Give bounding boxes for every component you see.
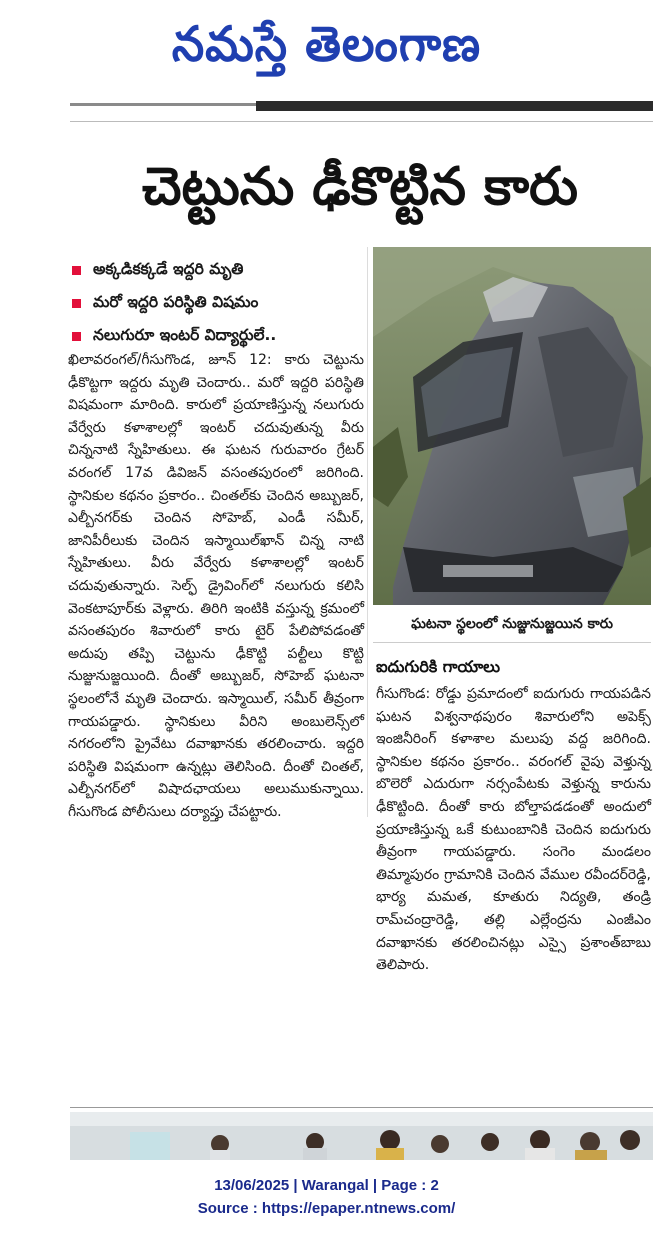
bullet-square-icon	[72, 299, 81, 308]
edition-info: 13/06/2025 | Warangal | Page : 2	[214, 1177, 439, 1194]
highlight-item	[72, 254, 364, 287]
bullet-square-icon	[72, 266, 81, 275]
section-divider	[70, 121, 653, 122]
highlight-text: అక్కడికక్కడే ఇద్దరి మృతి	[93, 259, 244, 278]
highlight-item	[72, 287, 364, 320]
sidebar-story-body	[376, 683, 651, 977]
bottom-divider	[70, 1107, 653, 1108]
highlight-text: నలుగురూ ఇంటర్ విద్యార్థులే..	[93, 325, 277, 344]
sidebar-story-headline: ఐదుగురికి గాయాలు	[376, 657, 501, 676]
article-highlights	[72, 254, 364, 353]
next-article-photo	[70, 1112, 653, 1160]
masthead	[0, 0, 653, 100]
source-link[interactable]: Source : https://epaper.ntnews.com/	[197, 1200, 456, 1217]
article-paragraph: ఖిలావరంగల్/గీసుగొండ, జూన్ 12: కారు చెట్టును ఢీకొట్టగా ఇద్దరు మృతి చెందారు.. మరో ఇద్దరి పరిస్థితి విషమంగా మారింది. కారులో ప్రయాణిస్తున్న నలుగురు వేర్వేరు కళాశాలల్లో ఇంటర్ చదువుతున్న వీరు చిన్ననాటి స్నేహితులు. ఈ ఘటన గురువారం గ్రేటర్ వరంగల్ 17వ డివిజన్ వసంతపురంలో జరిగింది. స్థానికుల కథనం ప్రకారం.. చింతల్‌కు చెందిన అబ్బుజర్, ఎల్బీనగర్‌కు చెందిన సోహెబ్, ఎండీ సమీర్, జానిపీరీలుకు చెందిన ఇస్మాయిల్‌ఖాన్ చిన్న నాటి స్నేహితులు. వీరు వేర్వేరు కళాశాలల్లో ఇంటర్ చదువుతున్నారు. సెల్ఫ్ డ్రైవింగ్‌లో నలుగురు కలిసి వెంకటాపూర్‌కు వెళ్లారు. తిరిగి ఇంటికి వస్తున్న క్రమంలో వసంతపురం శివారులో కారు టైర్ పేలిపోవడంతో అదుపు తప్పి చెట్టును ఢీకొట్టి పల్టీలు కొట్టి నుజ్జునుజ్జయింది. దీంతో అబ్బుజర్, సోహెబ్ ఘటనా స్థలంలోనే మృతి చెందారు. ఇస్మాయిల్, సమీర్ తీవ్రంగా గాయపడ్డారు. స్థానికులు వీరిని అంబులెన్స్‌లో నగరంలోని ప్రైవేటు దవాఖానకు తరలించారు. ఇద్దరి పరిస్థితి విషమంగా ఉన్నట్లు తెలిసింది. దీంతో చింతల్, ఎల్బీనగర్‌లో విషాదఛాయలు అలుముకున్నాయి. గీసుగొండ పోలీసులు దర్యాప్తు చేపట్టారు.	[68, 352, 364, 820]
article-body	[68, 349, 364, 823]
masthead-logo: నమస్తే తెలంగాణ	[171, 15, 482, 73]
column-divider	[367, 247, 368, 817]
masthead-rule-thick	[256, 101, 653, 111]
highlight-text: మరో ఇద్దరి పరిస్థితి విషమం	[93, 292, 259, 311]
sidebar-paragraph: గీసుగొండ: రోడ్డు ప్రమాదంలో ఐదుగురు గాయపడిన ఘటన విశ్వనాథపురం శివారులోని అపెక్స్ ఇంజినీరింగ్ కళాశాల మలుపు వద్ద జరిగింది. స్థానికుల కథనం ప్రకారం.. వరంగల్ వైపు వెళ్తున్న బొలెరో ఎదురుగా నర్సంపేటకు వెళ్తున్న కారును ఢీకొట్టింది. దీంతో కారు బోల్తాపడడంతో అందులో ప్రయాణిస్తున్న ఒకే కుటుంబానికి చెందిన ఐదుగురు తీవ్రంగా గాయపడ్డారు. సంగెం మండలం తిమ్మాపురం గ్రామానికి చెందిన వేముల రవీందర్‌రెడ్డి, భార్య మమత, కూతురు నిద్యతి, తండ్రి రామ్‌చంద్రారెడ్డి, తల్లి ఎల్లేంద్రను ఎంజీఎం దవాఖానకు తరలించినట్లు ఎస్సై ప్రశాంత్‌బాబు తెలిపారు.	[376, 686, 651, 974]
bullet-square-icon	[72, 332, 81, 341]
crashed-car-photo	[373, 247, 651, 605]
article-headline: చెట్టును ఢీకొట్టిన కారు	[142, 157, 578, 217]
photo-caption: ఘటనా స్థలంలో నుజ్జునుజ్జయిన కారు	[373, 607, 651, 643]
